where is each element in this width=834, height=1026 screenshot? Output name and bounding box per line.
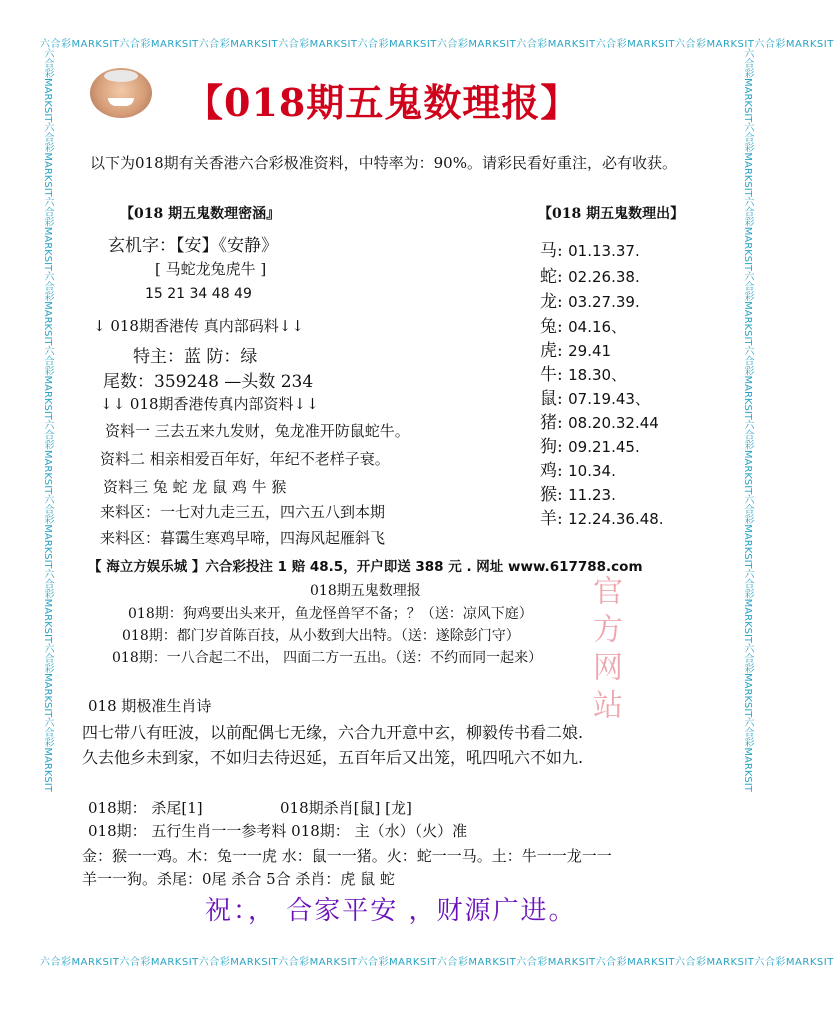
zodiac-list: [ 马蛇龙兔虎牛 ] bbox=[155, 260, 267, 278]
zodiac-animal: 鸡: bbox=[540, 461, 563, 481]
zodiac-row bbox=[540, 262, 640, 287]
zodiac-row bbox=[540, 287, 640, 312]
five-elements-heading: 018期： 五行生肖一一参考料 018期： 主（水）（火）准 bbox=[88, 822, 468, 840]
stamp-watermark: 官方网站 bbox=[587, 575, 622, 727]
numbers-title: 【018 期五鬼数理出】 bbox=[538, 206, 685, 222]
zodiac-animal: 牛: bbox=[540, 365, 563, 385]
zodiac-row bbox=[540, 360, 626, 385]
source-line-2: 来料区：暮霭生寒鸡早啼，四海风起雁斜飞 bbox=[100, 529, 386, 547]
page-title: 【018期五鬼数理报】 bbox=[185, 80, 580, 125]
intro-text: 以下为018期有关香港六合彩极准资料，中特率为：90%。请彩民看好重注，必有收获。 bbox=[90, 154, 677, 172]
zodiac-animal: 兔: bbox=[540, 317, 563, 337]
five-elements-line-2: 羊一一狗。杀尾：0尾 杀合 5合 杀肖：虎 鼠 蛇 bbox=[82, 870, 395, 888]
zodiac-numbers: 02.26.38. bbox=[568, 268, 640, 286]
five-elements-line-1: 金：猴一一鸡。木：兔一一虎 水：鼠一一猪。火：蛇一一马。土：牛一一龙一一 bbox=[82, 847, 612, 865]
zodiac-numbers: 18.30、 bbox=[568, 366, 627, 384]
insider-code-heading: ↓ 018期香港传 真内部码料↓↓ bbox=[93, 317, 304, 335]
zodiac-row bbox=[540, 236, 640, 261]
zodiac-row bbox=[540, 480, 616, 505]
zodiac-animal: 狗: bbox=[540, 437, 563, 457]
zodiac-row bbox=[540, 312, 626, 337]
kill-zodiac: 018期杀肖[鼠] [龙] bbox=[280, 799, 412, 817]
poem-line-2: 久去他乡未到家，不如归去待迟延，五百年后又出笼，吼四吼六不如九. bbox=[82, 748, 584, 767]
data-line-3: 资料三 兔 蛇 龙 鼠 鸡 牛 猴 bbox=[103, 478, 287, 496]
secret-title: 【018 期五鬼数理密涵』 bbox=[120, 206, 281, 222]
mystery-word: 玄机字：【安】《安静》 bbox=[108, 236, 278, 256]
decorative-border-bottom: 六合彩MARKSIT六合彩MARKSIT六合彩MARKSIT六合彩MARKSIT六合彩MARKSIT六合彩MARKSIT六合彩MARKSIT六合彩MARKSIT六合彩MARKSIT六合彩MARKSIT bbox=[40, 957, 834, 968]
zodiac-animal: 马: bbox=[540, 241, 563, 261]
zodiac-numbers: 12.24.36.48. bbox=[568, 510, 664, 528]
zodiac-numbers: 07.19.43、 bbox=[568, 390, 650, 408]
zodiac-row bbox=[540, 456, 616, 481]
tail-head-numbers: 尾数：359248 —头数 234 bbox=[103, 372, 314, 392]
decorative-border-right: 六合彩MARKSIT六合彩MARKSIT六合彩MARKSIT六合彩MARKSIT六合彩MARKSIT六合彩MARKSIT六合彩MARKSIT六合彩MARKSIT六合彩MARKSIT六合彩MARKSIT bbox=[742, 48, 753, 792]
zodiac-row bbox=[540, 384, 650, 409]
zodiac-animal: 蛇: bbox=[540, 267, 563, 287]
prediction-line-2: 018期：都门岁首陈百技，从小数到大出特。（送：遂除彭门守） bbox=[122, 628, 520, 644]
zodiac-animal: 羊: bbox=[540, 509, 563, 529]
zodiac-row bbox=[540, 504, 664, 529]
section-title: 018期五鬼数理报 bbox=[310, 583, 421, 599]
zodiac-numbers: 11.23. bbox=[568, 486, 616, 504]
decorative-border-left: 六合彩MARKSIT六合彩MARKSIT六合彩MARKSIT六合彩MARKSIT六合彩MARKSIT六合彩MARKSIT六合彩MARKSIT六合彩MARKSIT六合彩MARKSIT六合彩MARKSIT bbox=[42, 48, 53, 792]
zodiac-numbers: 03.27.39. bbox=[568, 293, 640, 311]
source-line-1: 来料区：一七对九走三五，四六五八到本期 bbox=[100, 503, 386, 521]
zodiac-animal: 猪: bbox=[540, 413, 563, 433]
decorative-border-top: 六合彩MARKSIT六合彩MARKSIT六合彩MARKSIT六合彩MARKSIT六合彩MARKSIT六合彩MARKSIT六合彩MARKSIT六合彩MARKSIT六合彩MARKSIT六合彩MARKSIT bbox=[40, 39, 834, 50]
zodiac-numbers: 10.34. bbox=[568, 462, 616, 480]
insider-data-heading: ↓↓ 018期香港传真内部资料↓↓ bbox=[100, 395, 319, 413]
special-color: 特主：蓝 防：绿 bbox=[133, 347, 258, 367]
data-line-2: 资料二 相亲相爱百年好，年纪不老样子衰。 bbox=[100, 450, 390, 468]
zodiac-row bbox=[540, 336, 611, 361]
zodiac-row bbox=[540, 432, 640, 457]
zodiac-numbers: 04.16、 bbox=[568, 318, 627, 336]
ad-banner: 【 海立方娱乐城 】六合彩投注 1 赔 48.5，开户即送 388 元 . 网址 www.617788.com bbox=[88, 559, 643, 575]
zodiac-numbers: 29.41 bbox=[568, 342, 612, 360]
poem-title: 018 期极准生肖诗 bbox=[88, 697, 212, 715]
poem-line-1: 四七带八有旺波，以前配偶七无缘，六合九开意中玄，柳毅传书看二娘. bbox=[82, 723, 584, 742]
number-list: 15 21 34 48 49 bbox=[145, 286, 252, 302]
blessing-text: 祝：， 合家平安 ，财源广进。 bbox=[205, 896, 577, 926]
zodiac-animal: 虎: bbox=[540, 341, 563, 361]
data-line-1: 资料一 三去五来九发财，兔龙准开防鼠蛇牛。 bbox=[105, 422, 410, 440]
zodiac-row bbox=[540, 408, 659, 433]
prediction-line-1: 018期：狗鸡要出头来开，鱼龙怪兽罕不备；？（送：凉风下庭） bbox=[128, 606, 533, 622]
zodiac-animal: 龙: bbox=[540, 292, 563, 312]
author-avatar bbox=[90, 68, 152, 118]
kill-tail: 018期： 杀尾[1] bbox=[88, 799, 203, 817]
zodiac-numbers: 01.13.37. bbox=[568, 242, 640, 260]
prediction-line-3: 018期：一八合起二不出， 四面二方一五出。（送：不约而同一起来） bbox=[112, 650, 543, 666]
zodiac-animal: 猴: bbox=[540, 485, 563, 505]
zodiac-numbers: 09.21.45. bbox=[568, 438, 640, 456]
zodiac-animal: 鼠: bbox=[540, 389, 563, 409]
zodiac-numbers: 08.20.32.44 bbox=[568, 414, 659, 432]
